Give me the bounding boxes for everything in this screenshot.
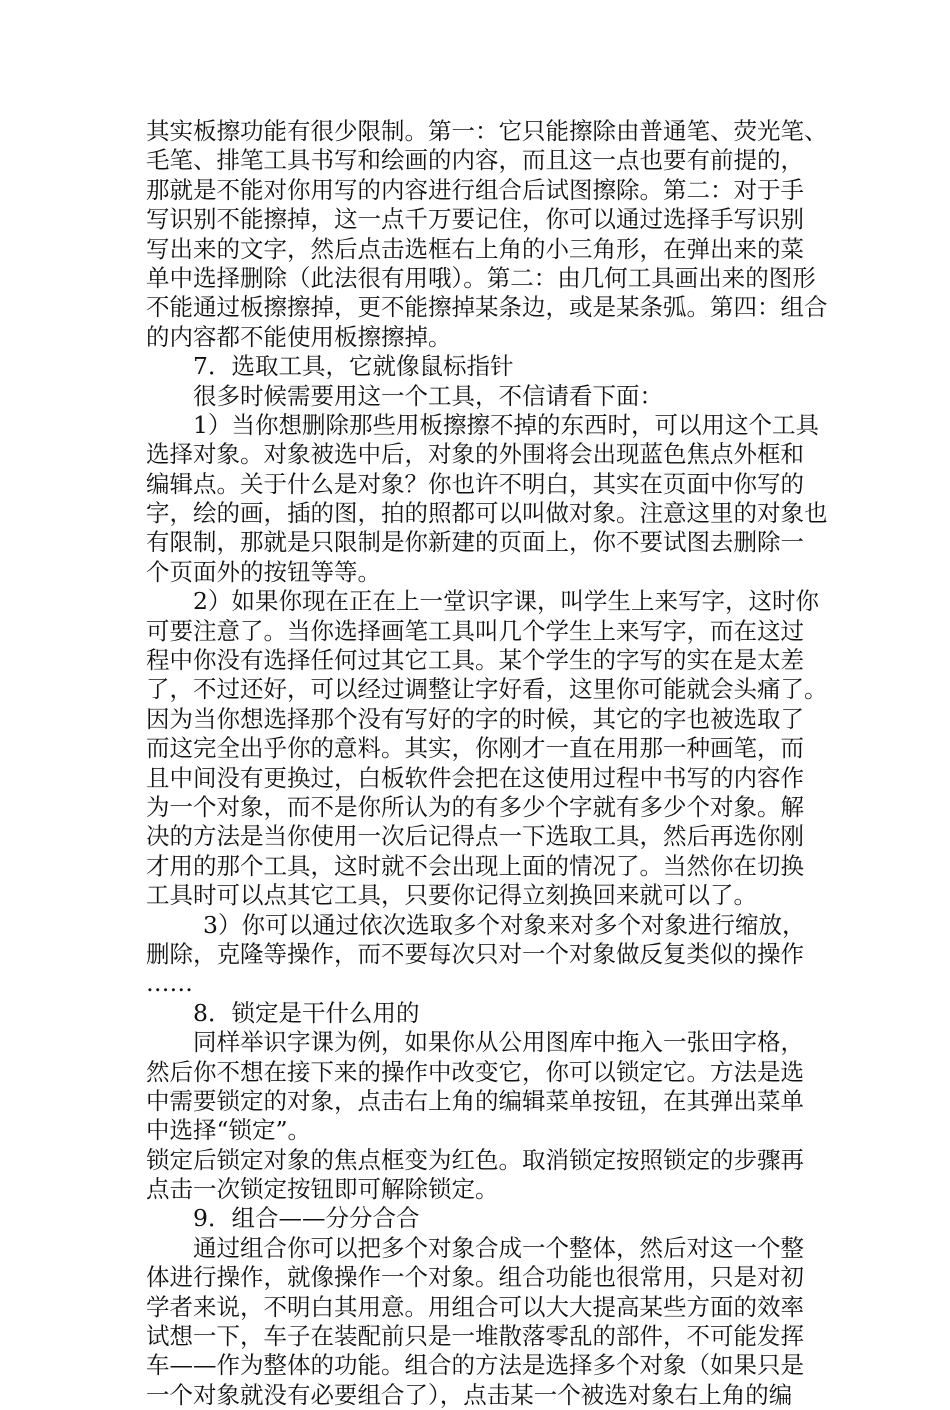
- text-line: 1）当你想删除那些用板擦擦不掉的东西时，可以用这个工具: [193, 410, 819, 439]
- text-line: 其实板擦功能有很少限制。第一：它只能擦除由普通笔、荧光笔、: [146, 117, 828, 145]
- text-line: 毛笔、排笔工具书写和绘画的内容，而且这一点也要有前提的，: [146, 146, 804, 175]
- text-line: 单中选择删除（此法很有用哦）。第二：由几何工具画出来的图形: [146, 263, 816, 292]
- text-line: 中需要锁定的对象，点击右上角的编辑菜单按钮，在其弹出菜单: [146, 1086, 804, 1115]
- text-line: 写识别不能擦掉，这一点千万要记住，你可以通过选择手写识别: [146, 205, 804, 234]
- text-line: 字，绘的画，插的图，拍的照都可以叫做对象。注意这里的对象也: [146, 499, 828, 528]
- text-line: 2）如果你现在正在上一堂识字课，叫学生上来写字，这时你: [193, 587, 819, 616]
- text-line: 决的方法是当你使用一次后记得点一下选取工具，然后再选你刚: [146, 822, 804, 851]
- document-body: [146, 117, 828, 1410]
- text-line: 那就是不能对你用写的内容进行组合后试图擦除。第二：对于手: [146, 175, 804, 204]
- text-line: 为一个对象，而不是你所认为的有多少个字就有多少个对象。解: [146, 792, 804, 821]
- text-line: 体进行操作，就像操作一个对象。组合功能也很常用，只是对初: [146, 1263, 804, 1292]
- text-line: 点击一次锁定按钮即可解除锁定。: [146, 1175, 499, 1204]
- text-line: 学者来说，不明白其用意。用组合可以大大提高某些方面的效率: [146, 1292, 804, 1321]
- text-line: 一个对象就没有必要组合了），点击某一个被选对象右上角的编: [146, 1380, 793, 1409]
- section-heading: 9．组合——分分合合: [193, 1204, 420, 1233]
- text-line: 了，不过还好，可以经过调整让字好看，这里你可能就会头痛了。: [146, 675, 828, 704]
- section-heading: 8．锁定是干什么用的: [193, 998, 420, 1027]
- text-line: 程中你没有选择任何过其它工具。某个学生的字写的实在是太差: [146, 646, 804, 675]
- text-line: 通过组合你可以把多个对象合成一个整体，然后对这一个整: [193, 1233, 804, 1262]
- text-line: 工具时可以点其它工具，只要你记得立刻换回来就可以了。: [146, 881, 757, 910]
- text-line: 个页面外的按钮等等。: [146, 557, 381, 586]
- text-line: 才用的那个工具，这时就不会出现上面的情况了。当然你在切换: [146, 851, 804, 880]
- text-line: 而这完全出乎你的意料。其实，你刚才一直在用那一种画笔，而: [146, 734, 804, 763]
- text-line: 编辑点。关于什么是对象？你也许不明白，其实在页面中你写的: [146, 469, 804, 498]
- text-line: 同样举识字课为例，如果你从公用图库中拖入一张田字格，: [193, 1028, 804, 1057]
- text-line: 选择对象。对象被选中后，对象的外围将会出现蓝色焦点外框和: [146, 440, 804, 469]
- text-line: 写出来的文字，然后点击选框右上角的小三角形，在弹出来的菜: [146, 234, 804, 263]
- text-line: 有限制，那就是只限制是你新建的页面上，你不要试图去删除一: [146, 528, 804, 557]
- text-line: 中选择“锁定”。: [146, 1116, 312, 1145]
- text-line: 3）你可以通过依次选取多个对象来对多个对象进行缩放，: [203, 910, 806, 939]
- text-line: 车——作为整体的功能。组合的方法是选择多个对象（如果只是: [146, 1351, 804, 1380]
- text-line: ……: [146, 969, 193, 998]
- text-line: 锁定后锁定对象的焦点框变为红色。取消锁定按照锁定的步骤再: [146, 1145, 804, 1174]
- section-heading: 7．选取工具，它就像鼠标指针: [193, 352, 514, 381]
- text-line: 试想一下，车子在装配前只是一堆散落零乱的部件，不可能发挥: [146, 1322, 804, 1351]
- text-line: 不能通过板擦擦掉，更不能擦掉某条边，或是某条弧。第四：组合: [146, 293, 828, 322]
- text-line: 因为当你想选择那个没有写好的字的时候，其它的字也被选取了: [146, 704, 804, 733]
- text-line: 的内容都不能使用板擦擦掉。: [146, 322, 452, 351]
- text-line: 可要注意了。当你选择画笔工具叫几个学生上来写字，而在这过: [146, 616, 804, 645]
- text-line: 很多时候需要用这一个工具，不信请看下面：: [193, 381, 663, 410]
- text-line: 然后你不想在接下来的操作中改变它，你可以锁定它。方法是选: [146, 1057, 804, 1086]
- text-line: 删除，克隆等操作，而不要每次只对一个对象做反复类似的操作: [146, 939, 804, 968]
- text-line: 且中间没有更换过，白板软件会把在这使用过程中书写的内容作: [146, 763, 804, 792]
